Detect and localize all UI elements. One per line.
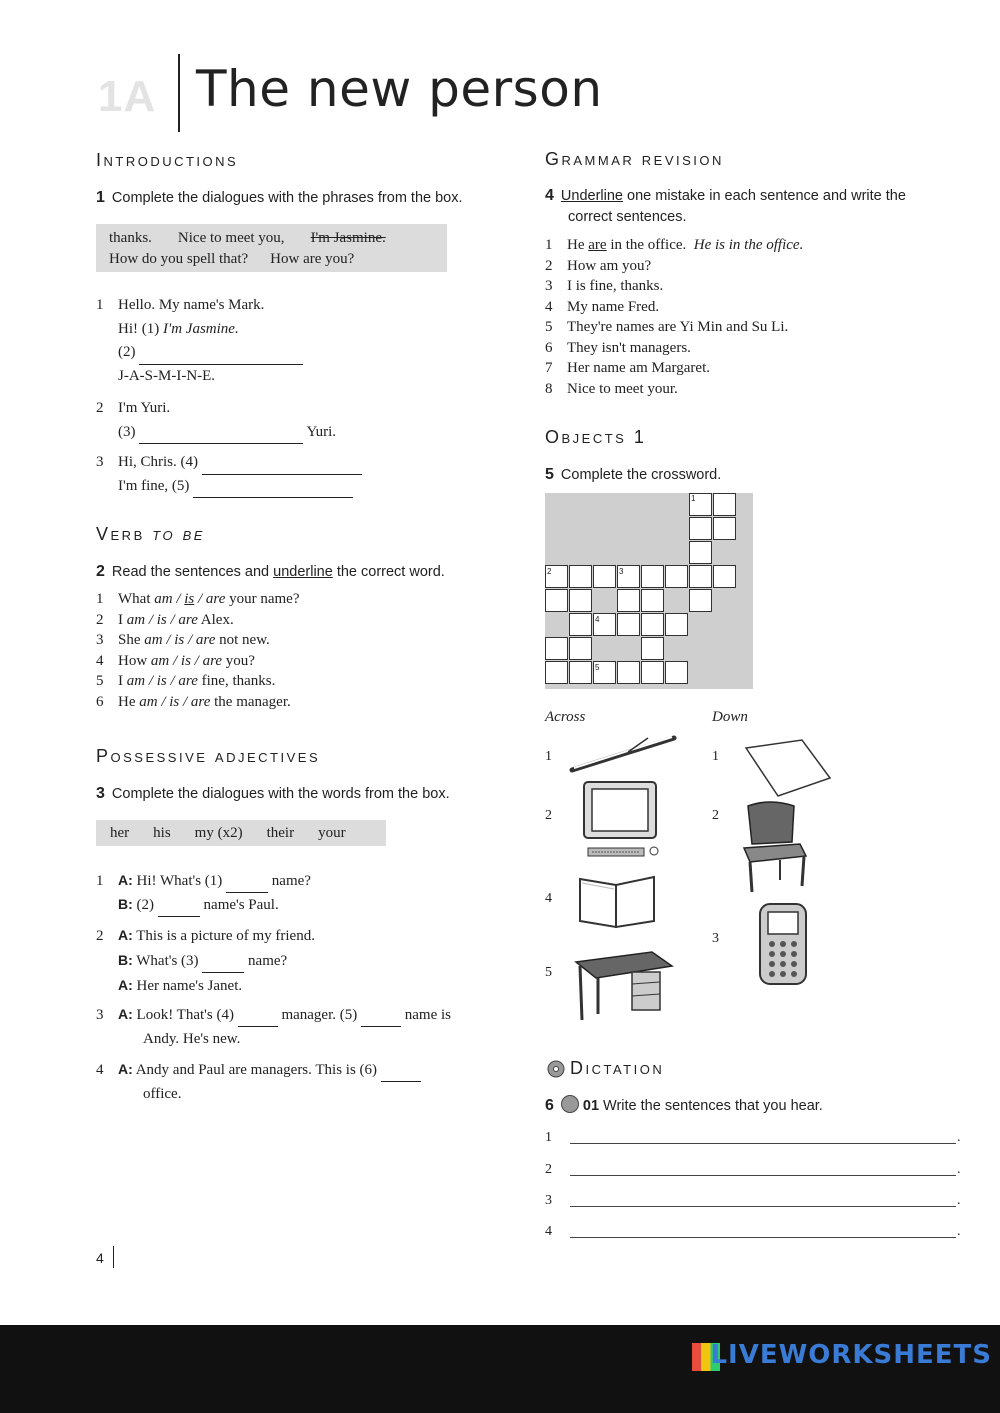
- crossword-cell[interactable]: [569, 565, 592, 588]
- section-heading-introductions: Introductions: [96, 150, 239, 170]
- item-number: 1: [545, 237, 553, 253]
- item-number: 8: [545, 380, 553, 397]
- crossword-grid: [545, 493, 753, 689]
- crossword-cell[interactable]: [617, 613, 640, 636]
- item-number: 4: [96, 1062, 104, 1078]
- choice-text[interactable]: am / is / are: [139, 693, 211, 710]
- exercise-5-instruction: [545, 464, 721, 486]
- item-number: 2: [545, 257, 553, 274]
- crossword-cell[interactable]: [593, 565, 616, 588]
- crossword-cell[interactable]: [641, 637, 664, 660]
- crossword-cell[interactable]: [689, 589, 712, 612]
- crossword-cell[interactable]: [569, 589, 592, 612]
- choice-text[interactable]: am / is / are: [144, 632, 216, 648]
- item-number: 3: [96, 454, 104, 470]
- line-end-dot: .: [957, 1224, 961, 1239]
- verb-to-be-list: [96, 591, 300, 714]
- exercise-3-instruction: [96, 783, 516, 805]
- list-item: [545, 258, 803, 279]
- item-number: 1: [96, 591, 104, 607]
- clue-number: 5: [595, 663, 600, 672]
- word: your: [318, 825, 346, 841]
- list-item: [96, 591, 300, 612]
- instruction-text: Complete the crossword.: [560, 467, 722, 483]
- instruction-underlined: underline: [273, 564, 333, 580]
- list-item: [545, 319, 803, 340]
- sentence-text: I: [118, 611, 127, 628]
- answer-blank-5[interactable]: [361, 1010, 401, 1027]
- sentence-text[interactable]: My name Fred.: [567, 298, 660, 315]
- word: their: [266, 825, 295, 841]
- crossword-cell[interactable]: [713, 493, 736, 516]
- phone-icon: [756, 900, 812, 988]
- sentence-text: Alex.: [197, 611, 234, 628]
- dialogue-line: Hello. My name's Mark.: [118, 297, 265, 313]
- exercise-number: 6: [545, 1097, 554, 1114]
- dialogue-2: [96, 397, 336, 444]
- crossword-cell[interactable]: [665, 613, 688, 636]
- heading-italic: to be: [152, 524, 205, 544]
- sentence-text: the manager.: [210, 693, 291, 710]
- choice-text[interactable]: am / is / are: [150, 652, 223, 669]
- item-number: 5: [96, 673, 104, 689]
- speaker-label: A:: [118, 872, 133, 888]
- line-number: 4: [545, 1224, 552, 1239]
- pen-icon: [568, 732, 680, 774]
- sentence-text: He: [118, 693, 140, 710]
- item-number: 1: [96, 297, 104, 313]
- cd-icon: [547, 1060, 565, 1078]
- phrase: How are you?: [270, 251, 355, 267]
- speaker-label: B:: [118, 952, 133, 968]
- instruction-text: Complete the dialogues with the phrases from the box.: [111, 190, 463, 206]
- dialogue-text: Her name's Janet.: [132, 978, 243, 994]
- crossword-cell[interactable]: [713, 517, 736, 540]
- possessive-dialogue-3: [96, 1002, 451, 1051]
- possessive-dialogue-4: [96, 1057, 421, 1106]
- list-item: [545, 278, 803, 299]
- crossword-cell[interactable]: [665, 661, 688, 684]
- item-number: 2: [96, 611, 104, 628]
- underlined-mistake: are: [588, 237, 607, 253]
- across-clue-number: 5: [545, 965, 552, 980]
- dialogue-text: Andy and Paul are managers. This is (6): [132, 1062, 381, 1078]
- track-number: 01: [582, 1098, 600, 1114]
- sentence-text: How: [118, 652, 151, 669]
- page-title: The new person: [196, 60, 603, 118]
- crossword-cell[interactable]: [689, 517, 712, 540]
- speaker-label: A:: [118, 977, 133, 993]
- answer-blank-4[interactable]: [202, 456, 362, 475]
- sentence-text[interactable]: Nice to meet your.: [567, 380, 678, 397]
- across-clue-number: 2: [545, 808, 552, 823]
- dialogue-line: Hi, Chris. (4): [118, 454, 198, 470]
- list-item: [96, 632, 300, 653]
- dialogue-text: (2): [132, 897, 158, 913]
- sentence-text[interactable]: How am you?: [567, 257, 652, 274]
- dialogue-text: Look! That's (4): [132, 1007, 238, 1023]
- dialogue-line: I'm Yuri.: [118, 400, 171, 416]
- speaker-label: A:: [118, 1006, 133, 1022]
- example-answer: He is in the office.: [693, 237, 804, 253]
- choice-underlined[interactable]: is: [184, 591, 195, 607]
- crossword-cell[interactable]: [617, 589, 640, 612]
- choice-text[interactable]: / are: [194, 591, 226, 607]
- item-number: 6: [96, 693, 104, 710]
- dialogue-line: Yuri.: [306, 423, 337, 440]
- across-clue-number: 4: [545, 891, 552, 906]
- instruction-text: correct sentences.: [568, 209, 687, 225]
- computer-icon: [578, 780, 664, 862]
- choice-text[interactable]: am / is / are: [126, 611, 198, 628]
- crossword-cell[interactable]: [641, 661, 664, 684]
- grammar-list: [545, 237, 803, 401]
- sentence-text: your name?: [225, 591, 300, 607]
- answer-blank-3[interactable]: [139, 425, 303, 444]
- across-clue-number: 1: [545, 749, 552, 764]
- dialogue-text: This is a picture of my friend.: [132, 928, 315, 944]
- instruction-text: the correct word.: [332, 564, 445, 580]
- possessive-dialogue-1: [96, 869, 311, 917]
- crossword-cell[interactable]: [641, 565, 664, 588]
- item-number: 3: [96, 1007, 104, 1023]
- dictation-line-4[interactable]: [570, 1236, 956, 1238]
- down-clue-number: 3: [712, 931, 719, 946]
- line-end-dot: .: [957, 1193, 961, 1208]
- clue-number: 4: [595, 615, 600, 624]
- dialogue-line: J-A-S-M-I-N-E.: [118, 367, 216, 384]
- answer-blank-6[interactable]: [381, 1065, 421, 1082]
- chair-icon: [740, 800, 810, 896]
- choice-text[interactable]: am / is / are: [126, 673, 198, 689]
- unit-number: 1A: [98, 72, 157, 121]
- choice-text[interactable]: am /: [154, 591, 185, 607]
- crossword-cell[interactable]: [665, 565, 688, 588]
- item-number: 1: [96, 873, 104, 889]
- line-number: 3: [545, 1193, 552, 1208]
- word: my (x2): [194, 825, 243, 841]
- blank-label: (3): [118, 423, 136, 440]
- exercise-number: 5: [545, 466, 554, 483]
- item-number: 2: [96, 928, 104, 944]
- section-heading-dictation: Dictation: [570, 1058, 665, 1078]
- crossword-cell[interactable]: [689, 541, 712, 564]
- sentence-text[interactable]: Her name am Margaret.: [567, 360, 710, 376]
- sentence-text: I: [118, 673, 127, 689]
- dialogue-text: name is: [401, 1007, 451, 1023]
- answer-blank-1[interactable]: [226, 876, 268, 893]
- exercise-2-instruction: [96, 561, 516, 583]
- list-item: [545, 237, 803, 258]
- sentence-text: What: [118, 591, 155, 607]
- list-item: [545, 340, 803, 361]
- dialogue-3: [96, 451, 362, 498]
- dialogue-text: name's Paul.: [199, 897, 279, 913]
- exercise-number: 2: [96, 563, 105, 580]
- across-label: Across: [545, 709, 586, 725]
- dialogue-line: I'm fine, (5): [118, 477, 190, 494]
- section-heading-objects: Objects 1: [545, 427, 647, 447]
- clue-number: 3: [619, 567, 624, 576]
- list-item: [96, 694, 300, 715]
- crossword-cell[interactable]: [569, 613, 592, 636]
- heading-text: Verb: [96, 524, 145, 544]
- clue-number: 2: [547, 567, 552, 576]
- crossword-cell[interactable]: [713, 565, 736, 588]
- dialogue-text: Hi! What's (1): [132, 873, 227, 889]
- answer-blank-4[interactable]: [238, 1010, 278, 1027]
- exercise-4-instruction: [545, 185, 965, 228]
- item-number: 7: [545, 360, 553, 376]
- crossword-cell[interactable]: [545, 637, 568, 660]
- crossword-cell[interactable]: [569, 661, 592, 684]
- speaker-label: A:: [118, 927, 133, 943]
- dialogue-line: Hi! (1): [118, 320, 163, 337]
- sentence-text: not new.: [215, 632, 270, 648]
- list-item: [545, 360, 803, 381]
- word-box: [96, 820, 386, 846]
- dialogue-text: Andy. He's new.: [143, 1031, 241, 1047]
- sentence-text: in the office.: [606, 237, 687, 253]
- dictation-line-2[interactable]: [570, 1174, 956, 1176]
- dialogue-text: What's (3): [132, 953, 203, 969]
- crossword-cell[interactable]: [689, 565, 712, 588]
- sentence-text: you?: [222, 652, 255, 669]
- sentence-text: He: [567, 237, 589, 253]
- answer-blank-5[interactable]: [193, 479, 353, 498]
- clue-number: 1: [691, 494, 696, 503]
- crossword-cell[interactable]: [545, 661, 568, 684]
- phrase-crossed: I'm Jasmine.: [310, 230, 386, 246]
- exercise-1-instruction: [96, 187, 516, 209]
- down-clue-number: 1: [712, 749, 719, 764]
- line-end-dot: .: [957, 1162, 961, 1177]
- down-label: Down: [712, 709, 748, 725]
- exercise-number: 1: [96, 189, 105, 206]
- instruction-text: one mistake in each sentence and write the: [622, 188, 906, 204]
- page-number: 4: [96, 1250, 104, 1266]
- blank-label: (2): [118, 344, 136, 360]
- list-item: [96, 673, 300, 694]
- item-number: 4: [545, 298, 553, 315]
- item-number: 2: [96, 400, 104, 416]
- dictation-line-1[interactable]: [570, 1142, 956, 1144]
- sentence-text[interactable]: I is fine, thanks.: [567, 278, 664, 294]
- desk-icon: [572, 948, 676, 1026]
- sentence-text[interactable]: They isn't managers.: [567, 339, 691, 356]
- instruction-underlined: Underline: [560, 188, 623, 204]
- title-divider: [178, 54, 180, 132]
- dialogue-text: office.: [143, 1086, 182, 1102]
- instruction-text: Write the sentences that you hear.: [603, 1098, 823, 1114]
- dialogue-text: manager. (5): [277, 1007, 361, 1023]
- dictation-line-3[interactable]: [570, 1205, 956, 1207]
- word: his: [153, 825, 171, 841]
- section-heading-grammar: Grammar revision: [545, 149, 724, 169]
- sentence-text: She: [118, 632, 145, 648]
- list-item: [96, 612, 300, 633]
- sentence-text: fine, thanks.: [197, 673, 276, 689]
- crossword-cell[interactable]: [641, 589, 664, 612]
- crossword-cell[interactable]: [617, 661, 640, 684]
- list-item: [545, 299, 803, 320]
- answer-blank-3[interactable]: [202, 956, 244, 973]
- cd-track-icon[interactable]: [561, 1095, 579, 1113]
- item-number: 5: [545, 319, 553, 335]
- list-item: [545, 381, 803, 402]
- phrase: Nice to meet you,: [177, 230, 285, 246]
- exercise-6-instruction: [545, 1095, 823, 1117]
- example-answer: I'm Jasmine.: [163, 320, 239, 337]
- page-number-divider: [113, 1246, 114, 1268]
- answer-blank-2[interactable]: [158, 900, 200, 917]
- item-number: 6: [545, 339, 553, 356]
- liveworksheets-brand[interactable]: LIVEWORKSHEETS: [710, 1340, 992, 1370]
- crossword-cell[interactable]: [641, 613, 664, 636]
- paper-icon: [742, 738, 834, 800]
- crossword-cell[interactable]: [569, 637, 592, 660]
- answer-blank-2[interactable]: [139, 346, 303, 365]
- section-heading-possessive: Possessive adjectives: [96, 746, 321, 766]
- sentence-text[interactable]: They're names are Yi Min and Su Li.: [567, 319, 789, 335]
- line-end-dot: .: [957, 1130, 961, 1145]
- speaker-label: A:: [118, 1061, 133, 1077]
- down-clue-number: 2: [712, 808, 719, 823]
- exercise-number: 3: [96, 785, 105, 802]
- item-number: 3: [545, 278, 553, 294]
- section-heading-verb-to-be: [96, 524, 205, 545]
- dialogue-text: name?: [268, 873, 311, 889]
- speaker-label: B:: [118, 896, 133, 912]
- line-number: 2: [545, 1162, 552, 1177]
- item-number: 4: [96, 652, 104, 669]
- possessive-dialogue-2: [96, 923, 315, 998]
- instruction-text: Complete the dialogues with the words from the box.: [111, 786, 450, 802]
- phrase-box: [96, 224, 447, 272]
- crossword-cell[interactable]: [545, 589, 568, 612]
- exercise-number: 4: [545, 187, 554, 204]
- list-item: [96, 653, 300, 674]
- dialogue-1: [96, 294, 303, 388]
- line-number: 1: [545, 1130, 552, 1145]
- book-icon: [576, 873, 660, 931]
- word: her: [110, 825, 130, 841]
- item-number: 3: [96, 632, 104, 648]
- phrase: thanks.: [109, 230, 152, 246]
- dialogue-text: name?: [244, 953, 288, 969]
- instruction-text: Read the sentences and: [111, 564, 274, 580]
- phrase: How do you spell that?: [109, 251, 249, 267]
